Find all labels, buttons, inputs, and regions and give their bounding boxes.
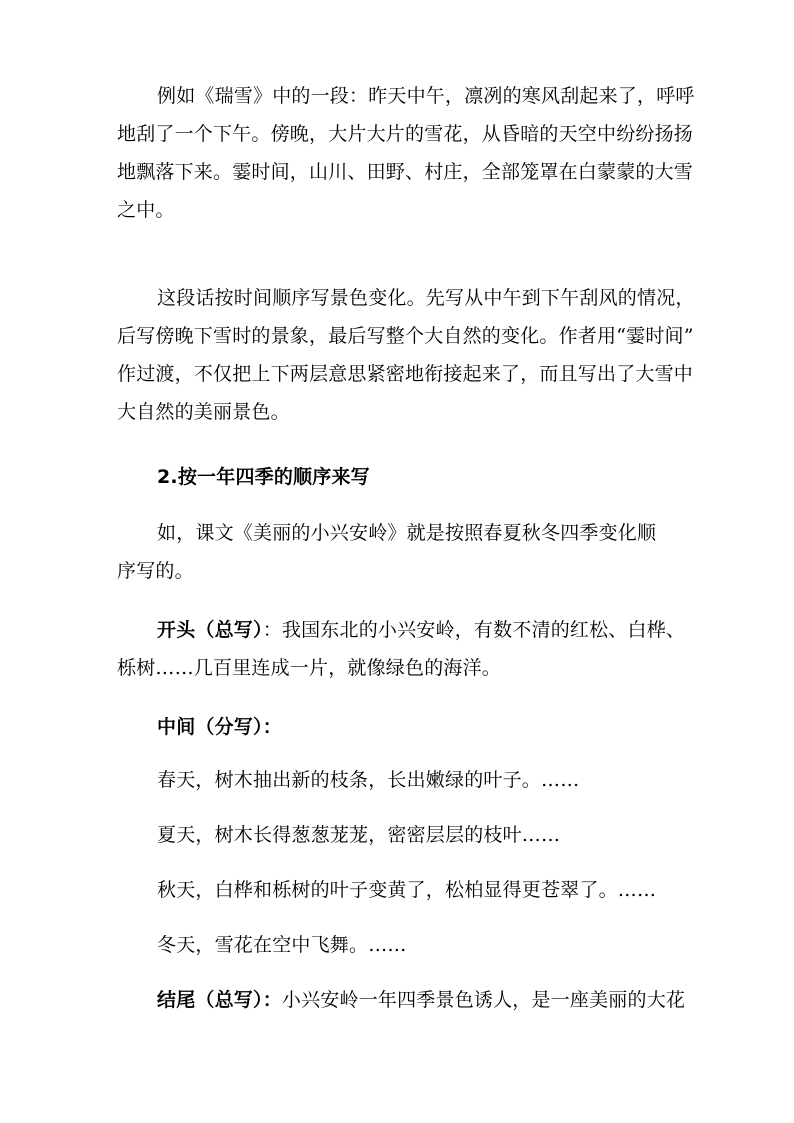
paragraph-opening xyxy=(117,611,686,687)
text-line: 后写傍晚下雪时的景象，最后写整个大自然的变化。作者用“霎时间” xyxy=(117,325,694,347)
section-heading: 2.按一年四季的顺序来写 xyxy=(157,466,370,488)
text-line: 夏天，树木长得葱葱茏茏，密密层层的枝叶…… xyxy=(157,824,561,846)
opening-label: 开头（总写） xyxy=(157,619,263,641)
season-winter xyxy=(117,926,677,964)
opening-text: ：我国东北的小兴安岭，有数不清的红松、白桦、 xyxy=(262,619,686,641)
text-line: 地飘落下来。霎时间，山川、田野、村庄，全部笼罩在白蒙蒙的大雪 xyxy=(117,161,694,183)
text-line: 作过渡，不仅把上下两层意思紧密地衔接起来了，而且写出了大雪中 xyxy=(117,363,694,385)
text-line: 冬天，雪花在空中飞舞。…… xyxy=(157,934,407,956)
ending-label: 结尾（总写）： xyxy=(157,989,282,1011)
text-line: 地刮了一个下午。傍晚，大片大片的雪花，从昏暗的天空中纷纷扬扬 xyxy=(117,123,694,145)
text-line: 秋天，白桦和栎树的叶子变黄了，松柏显得更苍翠了。…… xyxy=(157,879,657,901)
paragraph-middle-label xyxy=(117,708,677,746)
text-line: 栎树……几百里连成一片，就像绿色的海洋。 xyxy=(117,657,502,679)
paragraph-xiaoxinganling-intro xyxy=(117,514,677,590)
season-spring xyxy=(117,761,677,799)
text-line: 序写的。 xyxy=(117,560,194,582)
season-summer xyxy=(117,816,677,854)
paragraph-analysis xyxy=(117,279,695,431)
text-line: 如，课文《美丽的小兴安岭》就是按照春夏秋冬四季变化顺 xyxy=(157,522,657,544)
text-line: 之中。 xyxy=(117,199,175,221)
text-line xyxy=(117,611,686,649)
text-line: 春天，树木抽出新的枝条，长出嫩绿的叶子。…… xyxy=(157,769,580,791)
text-line xyxy=(117,981,686,1019)
text-line: 例如《瑞雪》中的一段：昨天中午，凛冽的寒风刮起来了，呼呼 xyxy=(157,85,695,107)
text-line: 这段话按时间顺序写景色变化。先写从中午到下午刮风的情况， xyxy=(157,287,695,309)
text-line: 大自然的美丽景色。 xyxy=(117,401,290,423)
ending-text: 小兴安岭一年四季景色诱人，是一座美丽的大花 xyxy=(281,989,686,1011)
paragraph-ruixue-example xyxy=(117,77,695,229)
section-heading-seasons xyxy=(117,458,677,496)
middle-label: 中间（分写）： xyxy=(157,716,282,738)
paragraph-ending xyxy=(117,981,686,1019)
season-autumn xyxy=(117,871,677,909)
